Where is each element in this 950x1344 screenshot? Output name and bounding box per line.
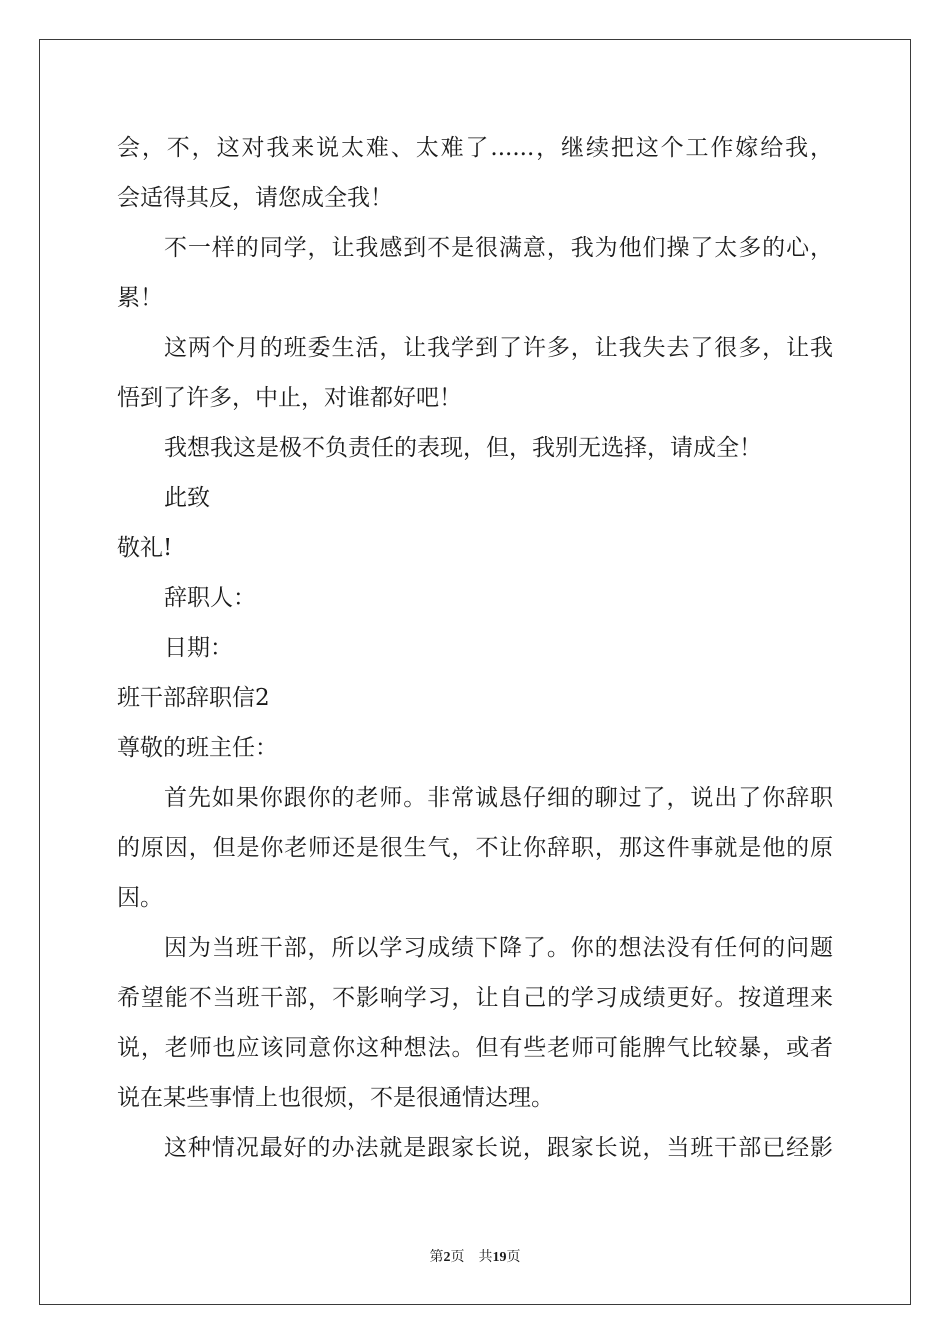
- text-line: 因。: [117, 885, 163, 911]
- text-line: 的原因，但是你老师还是很生气，不让你辞职，那这件事就是他的原: [117, 835, 833, 861]
- text-line: 说，老师也应该同意你这种想法。但有些老师可能脾气比较暴，或者: [117, 1035, 833, 1061]
- text-line: 班干部辞职信2: [117, 685, 270, 711]
- text-line: 不一样的同学，让我感到不是很满意，我为他们操了太多的心，: [164, 235, 833, 261]
- text-line: 首先如果你跟你的老师。非常诚恳仔细的聊过了，说出了你辞职: [164, 785, 833, 811]
- text-line: 会，不，这对我来说太难、太难了......，继续把这个工作嫁给我，: [117, 135, 833, 161]
- total-prefix: 共: [478, 1249, 493, 1265]
- text-line: 这两个月的班委生活，让我学到了许多，让我失去了很多，让我: [164, 335, 833, 361]
- text-line: 会适得其反，请您成全我！: [117, 185, 393, 211]
- text-line: 敬礼!: [117, 535, 173, 561]
- text-line: 尊敬的班主任：: [117, 735, 278, 761]
- total-suffix: 页: [506, 1249, 521, 1265]
- text-line: 希望能不当班干部，不影响学习，让自己的学习成绩更好。按道理来: [117, 985, 833, 1011]
- page-prefix: 第: [429, 1249, 444, 1265]
- text-line: 日期：: [164, 635, 233, 661]
- total-pages: 19: [492, 1250, 507, 1265]
- text-line: 悟到了许多，中止，对谁都好吧！: [117, 385, 462, 411]
- document-body: [117, 123, 833, 1173]
- page-suffix: 页: [450, 1249, 465, 1265]
- text-line: 辞职人：: [164, 585, 256, 611]
- text-line: 累！: [117, 285, 163, 311]
- text-line: 我想我这是极不负责任的表现，但，我别无选择，请成全！: [164, 435, 762, 461]
- text-line: 因为当班干部，所以学习成绩下降了。你的想法没有任何的问题: [164, 935, 833, 961]
- page-footer: [0, 1246, 950, 1266]
- text-line: 此致: [164, 485, 210, 511]
- text-line: 这种情况最好的办法就是跟家长说，跟家长说，当班干部已经影: [164, 1135, 833, 1161]
- page-number: 2: [443, 1250, 451, 1265]
- text-line: 说在某些事情上也很烦，不是很通情达理。: [117, 1085, 554, 1111]
